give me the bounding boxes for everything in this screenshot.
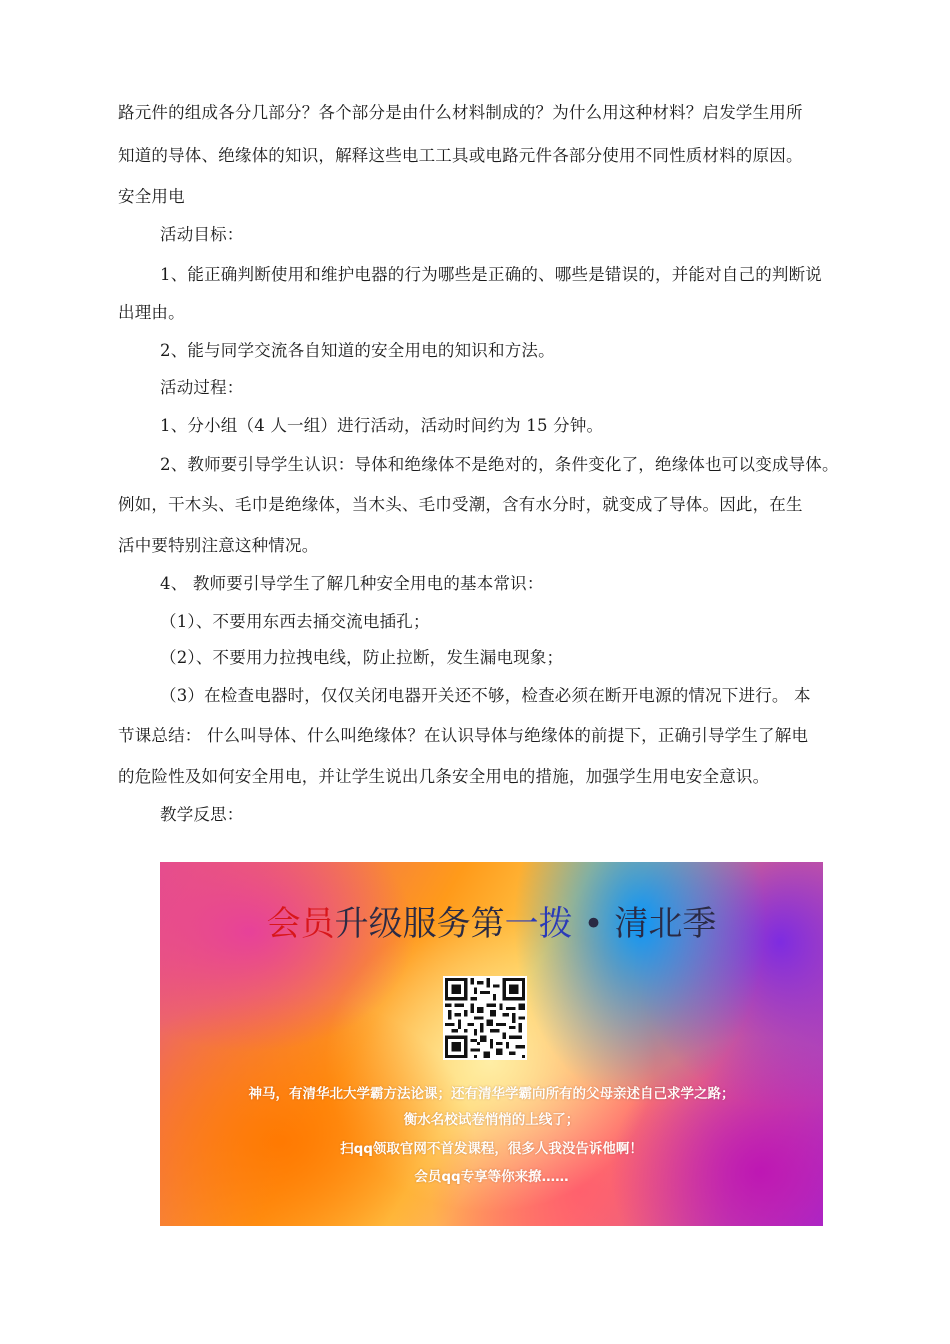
section-heading: 安全用电 xyxy=(118,187,185,206)
paragraph-line: 例如，干木头、毛巾是绝缘体，当木头、毛巾受潮，含有水分时，就变成了导体。因此，在生 xyxy=(118,495,803,514)
promo-banner[interactable] xyxy=(160,862,823,1226)
paragraph-line: 出理由。 xyxy=(118,303,185,322)
subheading-reflection: 教学反思： xyxy=(160,805,244,824)
banner-title-part: 一拨 xyxy=(504,904,573,944)
banner-title xyxy=(160,902,823,946)
promo-line: 扫qq领取官网不首发课程，很多人我没告诉他啊！ xyxy=(340,1141,643,1157)
paragraph-line: 节课总结： 什么叫导体、什么叫绝缘体？在认识导体与绝缘体的前提下，正确引导学生了解电 xyxy=(118,726,809,745)
paragraph-line: 的危险性及如何安全用电，并让学生说出几条安全用电的措施，加强学生用电安全意识。 xyxy=(118,767,770,786)
promo-line: 衡水名校试卷悄悄的上线了； xyxy=(403,1112,580,1128)
paragraph-line: 路元件的组成各分几部分？各个部分是由什么材料制成的？为什么用这种材料？启发学生用所 xyxy=(118,103,803,122)
list-item: （2）、不要用力拉拽电线，防止拉断，发生漏电现象； xyxy=(160,648,564,667)
paragraph-line: 活中要特别注意这种情况。 xyxy=(118,536,319,555)
subheading-activity-goal: 活动目标： xyxy=(160,225,244,244)
banner-title-part: • 清北季 xyxy=(572,904,717,944)
subheading-activity-process: 活动过程： xyxy=(160,378,244,397)
list-item: （1）、不要用东西去捅交流电插孔； xyxy=(160,612,430,631)
qr-code-icon[interactable] xyxy=(443,976,527,1060)
paragraph-line: 知道的导体、绝缘体的知识，解释这些电工工具或电路元件各部分使用不同性质材料的原因。 xyxy=(118,146,803,165)
promo-line: 会员qq专享等你来撩…… xyxy=(414,1169,569,1185)
list-item: （3）在检查电器时，仅仅关闭电器开关还不够，检查必须在断开电源的情况下进行。 本 xyxy=(160,686,811,705)
paragraph-line: 2、教师要引导学生认识：导体和绝缘体不是绝对的，条件变化了，绝缘体也可以变成导体。 xyxy=(160,455,839,474)
banner-title-part: 会员 xyxy=(266,904,335,944)
paragraph-line: 2、能与同学交流各自知道的安全用电的知识和方法。 xyxy=(160,341,555,360)
promo-line: 神马，有清华北大学霸方法论课；还有清华学霸向所有的父母亲述自己求学之路； xyxy=(248,1086,735,1102)
paragraph-line: 1、能正确判断使用和维护电器的行为哪些是正确的、哪些是错误的，并能对自己的判断说 xyxy=(160,265,822,284)
banner-title-part: 升级服务第 xyxy=(334,904,505,944)
paragraph-line: 1、分小组（4 人一组）进行活动，活动时间约为 15 分钟。 xyxy=(160,416,604,435)
paragraph-line: 4、 教师要引导学生了解几种安全用电的基本常识： xyxy=(160,574,544,593)
